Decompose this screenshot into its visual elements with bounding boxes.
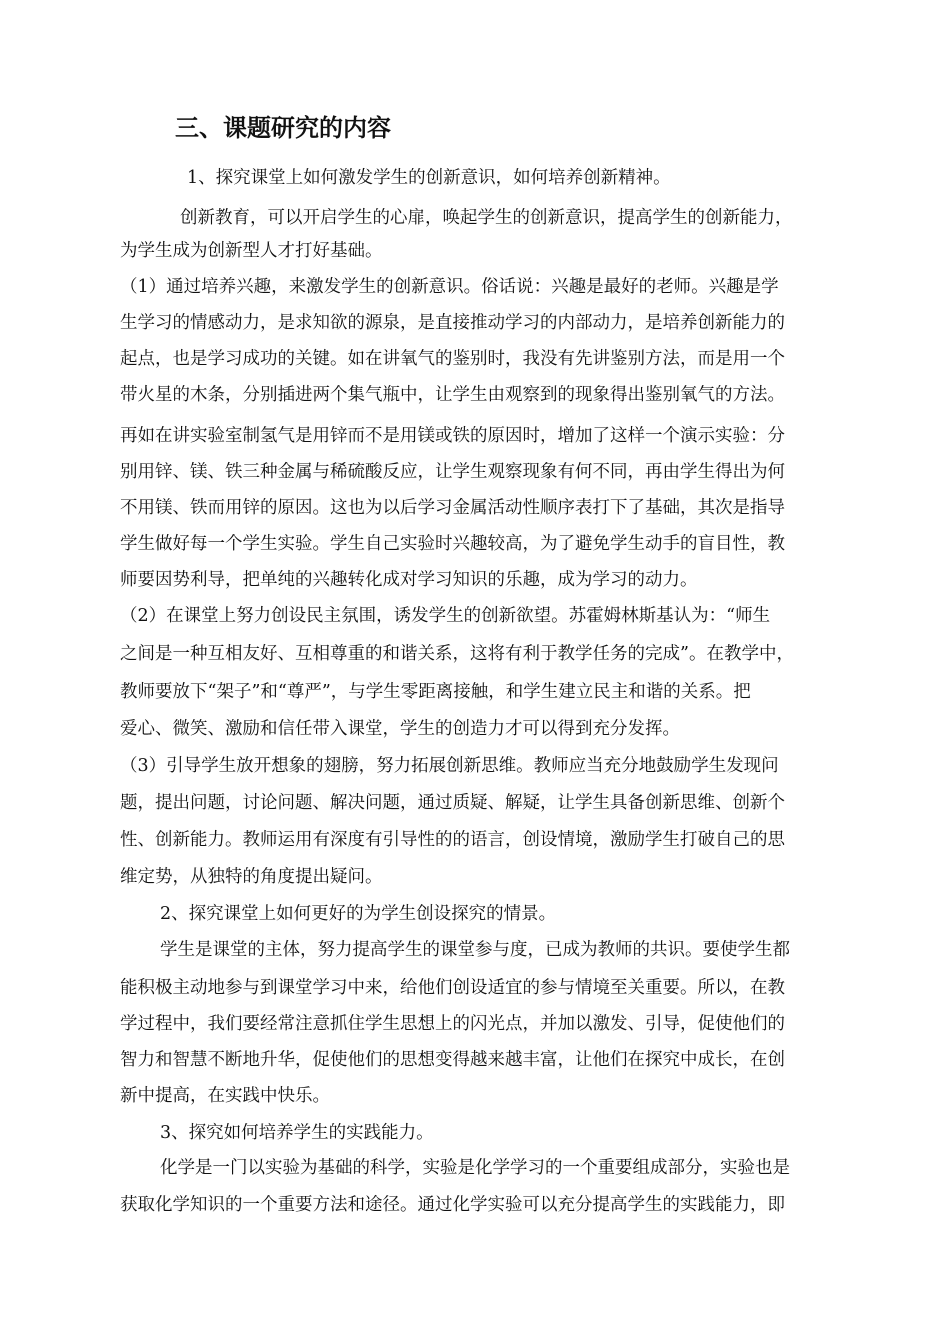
paragraph-line: 学生做好每一个学生实验。学生自己实验时兴趣较高，为了避免学生动手的盲目性，教 [120,534,785,554]
paragraph-line: 别用锌、镁、铁三种金属与稀硫酸反应，让学生观察现象有何不同，再由学生得出为何 [120,462,785,482]
paragraph-line: 化学是一门以实验为基础的科学，实验是化学学习的一个重要组成部分，实验也是 [160,1158,790,1178]
paragraph-line: 学生是课堂的主体，努力提高学生的课堂参与度，已成为教师的共识。要使学生都 [160,940,790,960]
paragraph-line: 带火星的木条，分别插进两个集气瓶中，让学生由观察到的现象得出鉴别氧气的方法。 [120,385,785,405]
paragraph-line: 创新教育，可以开启学生的心扉，唤起学生的创新意识，提高学生的创新能力， [180,208,793,228]
paragraph-line: （1）通过培养兴趣，来激发学生的创新意识。俗话说：兴趣是最好的老师。兴趣是学 [120,277,779,297]
subsection-1-title: 1、探究课堂上如何激发学生的创新意识，如何培养创新精神。 [187,168,671,188]
paragraph-line: 再如在讲实验室制氢气是用锌而不是用镁或铁的原因时，增加了这样一个演示实验：分 [120,426,785,446]
subsection-3-title: 3、探究如何培养学生的实践能力。 [160,1123,434,1143]
paragraph-line: 性、创新能力。教师运用有深度有引导性的的语言，创设情境，激励学生打破自己的思 [120,830,785,850]
subsection-2-title: 2、探究课堂上如何更好的为学生创设探究的情景。 [160,904,557,924]
paragraph-line: 能积极主动地参与到课堂学习中来，给他们创设适宜的参与情境至关重要。所以，在教 [120,978,785,998]
paragraph-line: 智力和智慧不断地升华，促使他们的思想变得越来越丰富，让他们在探究中成长，在创 [120,1050,785,1070]
paragraph-line: 不用镁、铁而用锌的原因。这也为以后学习金属活动性顺序表打下了基础，其次是指导 [120,498,785,518]
paragraph-line: 新中提高，在实践中快乐。 [120,1086,330,1106]
paragraph-line: 生学习的情感动力，是求知欲的源泉，是直接推动学习的内部动力，是培养创新能力的 [120,313,785,333]
paragraph-line: 起点，也是学习成功的关键。如在讲氧气的鉴别时，我没有先讲鉴别方法，而是用一个 [120,349,785,369]
paragraph-line: 师要因势利导，把单纯的兴趣转化成对学习知识的乐趣，成为学习的动力。 [120,570,698,590]
section-heading: 三、课题研究的内容 [175,114,391,142]
paragraph-line: 爱心、微笑、激励和信任带入课堂，学生的创造力才可以得到充分发挥。 [120,719,680,739]
paragraph-line: 学过程中，我们要经常注意抓住学生思想上的闪光点，并加以激发、引导，促使他们的 [120,1014,785,1034]
paragraph-line: 为学生成为创新型人才打好基础。 [120,241,383,261]
paragraph-line: （3）引导学生放开想象的翅膀，努力拓展创新思维。教师应当充分地鼓励学生发现问 [120,756,779,776]
paragraph-line: 题，提出问题，讨论问题、解决问题，通过质疑、解疑，让学生具备创新思维、创新个 [120,793,785,813]
paragraph-line: 之间是一种互相友好、互相尊重的和谐关系，这将有利于教学任务的完成”。在教学中， [120,644,794,664]
paragraph-line: 获取化学知识的一个重要方法和途径。通过化学实验可以充分提高学生的实践能力，即 [120,1195,785,1215]
paragraph-line: （2）在课堂上努力创设民主氛围，诱发学生的创新欲望。苏霍姆林斯基认为：“师生 [120,606,771,626]
paragraph-line: 教师要放下“架子”和“尊严”，与学生零距离接触，和学生建立民主和谐的关系。把 [120,682,751,702]
paragraph-line: 维定势，从独特的角度提出疑问。 [120,867,383,887]
